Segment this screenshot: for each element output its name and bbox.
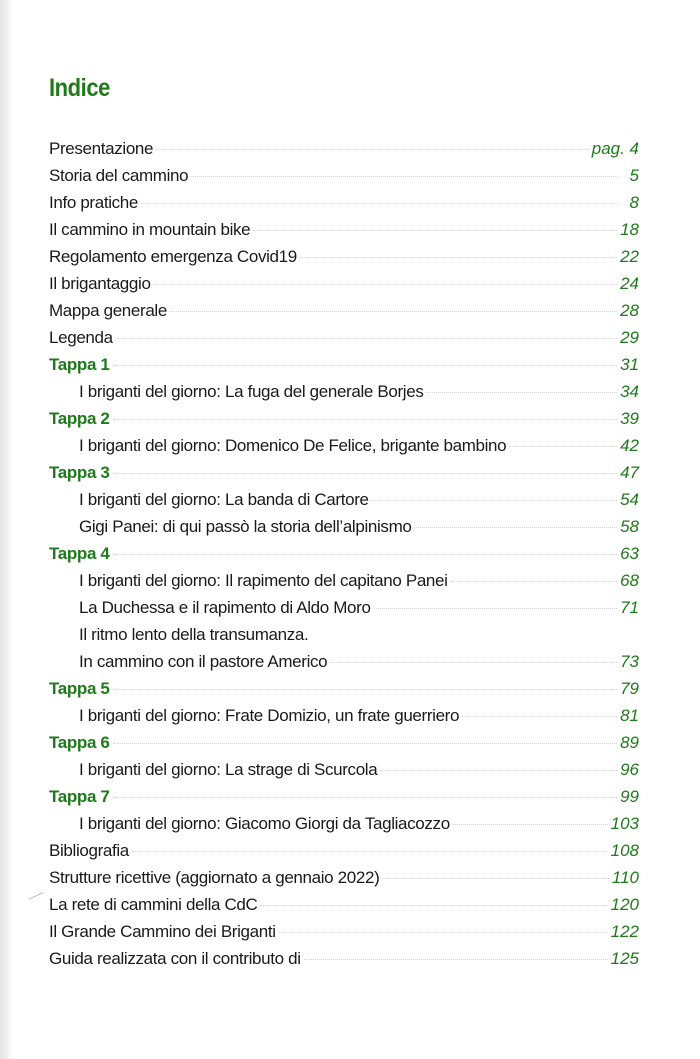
toc-entry-label: Tappa 5 [49, 679, 110, 698]
table-of-contents [49, 135, 639, 972]
dot-leader [191, 176, 618, 177]
toc-page-number: 103 [610, 814, 639, 833]
toc-page-number: 58 [620, 517, 639, 536]
dot-leader [304, 959, 608, 960]
toc-entry-label: Tappa 1 [49, 355, 110, 374]
toc-page-number: 108 [610, 841, 639, 860]
toc-page-number: 31 [620, 355, 639, 374]
toc-entry [49, 810, 639, 837]
dot-leader [170, 311, 617, 312]
dot-leader [113, 689, 618, 690]
dot-leader [426, 392, 617, 393]
toc-entry-label: I briganti del giorno: Domenico De Felice, brigante bambino [79, 436, 507, 455]
dot-leader [132, 851, 608, 852]
toc-page-number: 24 [620, 274, 639, 293]
toc-entry-label: Mappa generale [49, 301, 167, 320]
scan-mark [28, 892, 47, 909]
dot-leader [113, 419, 618, 420]
toc-page-number: 39 [620, 409, 639, 428]
toc-entry [49, 297, 639, 324]
toc-entry [49, 621, 639, 648]
toc-entry [49, 891, 639, 918]
toc-entry [49, 378, 639, 405]
toc-page-number: 42 [620, 436, 639, 455]
dot-leader [141, 203, 618, 204]
dot-leader [113, 473, 618, 474]
toc-entry-label: Strutture ricettive (aggiornato a gennaio 2022) [49, 868, 380, 887]
toc-stage-entry [49, 675, 639, 702]
toc-entry [49, 513, 639, 540]
dot-leader [113, 797, 618, 798]
toc-page-number: 89 [620, 733, 639, 752]
toc-entry-label: Tappa 6 [49, 733, 110, 752]
toc-entry [49, 243, 639, 270]
dot-leader [113, 554, 618, 555]
toc-entry-label: I briganti del giorno: La banda di Cartore [79, 490, 369, 509]
toc-page-number: pag. 4 [591, 139, 639, 158]
toc-page-number: 120 [610, 895, 639, 914]
toc-entry-label: Tappa 3 [49, 463, 110, 482]
toc-entry-label: Il ritmo lento della transumanza. [79, 625, 309, 644]
toc-entry-label: Storia del cammino [49, 166, 189, 185]
toc-entry [49, 702, 639, 729]
toc-entry-label: I briganti del giorno: La fuga del generale Borjes [79, 382, 424, 401]
toc-entry [49, 270, 639, 297]
toc-entry-label: Il cammino in mountain bike [49, 220, 251, 239]
toc-entry-label: Presentazione [49, 139, 154, 158]
toc-page-number: 125 [610, 949, 639, 968]
toc-entry [49, 945, 639, 972]
toc-stage-entry [49, 729, 639, 756]
toc-page-number: 8 [629, 193, 639, 212]
toc-page-number: 71 [620, 598, 639, 617]
toc-stage-entry [49, 405, 639, 432]
toc-entry-label: Tappa 7 [49, 787, 110, 806]
toc-entry-label: I briganti del giorno: Il rapimento del capitano Panei [79, 571, 448, 590]
toc-entry [49, 162, 639, 189]
toc-entry-label: Tappa 4 [49, 544, 110, 563]
toc-page-number: 68 [620, 571, 639, 590]
toc-entry-label: La Duchessa e il rapimento di Aldo Moro [79, 598, 371, 617]
toc-entry-label: Guida realizzata con il contributo di [49, 949, 301, 968]
toc-entry [49, 594, 639, 621]
toc-page-number: 47 [620, 463, 639, 482]
toc-entry-label: Tappa 2 [49, 409, 110, 428]
toc-entry-label: Gigi Panei: di qui passò la storia dell’alpinismo [79, 517, 412, 536]
dot-leader [374, 608, 618, 609]
toc-entry-label: Legenda [49, 328, 113, 347]
dot-leader [451, 581, 618, 582]
toc-entry-label: In cammino con il pastore Americo [79, 652, 328, 671]
dot-leader [113, 365, 618, 366]
dot-leader [116, 338, 617, 339]
toc-entry-label: La rete di cammini della CdC [49, 895, 258, 914]
toc-entry [49, 324, 639, 351]
toc-entry-label: I briganti del giorno: Giacomo Giorgi da Tagliacozzo [79, 814, 450, 833]
toc-page-number: 122 [610, 922, 639, 941]
toc-entry [49, 648, 639, 675]
toc-page-number: 5 [629, 166, 639, 185]
toc-entry-label: Il brigantaggio [49, 274, 151, 293]
toc-entry [49, 837, 639, 864]
dot-leader [372, 500, 617, 501]
toc-stage-entry [49, 459, 639, 486]
dot-leader [154, 284, 618, 285]
toc-entry-label: I briganti del giorno: La strage di Scurcola [79, 760, 378, 779]
toc-page-number: 28 [620, 301, 639, 320]
toc-entry [49, 567, 639, 594]
dot-leader [509, 446, 617, 447]
toc-page-number: 81 [620, 706, 639, 725]
dot-leader [462, 716, 617, 717]
toc-page-number: 18 [620, 220, 639, 239]
toc-page-number: 99 [620, 787, 639, 806]
toc-entry [49, 189, 639, 216]
dot-leader [260, 905, 607, 906]
toc-page-number: 34 [620, 382, 639, 401]
toc-entry [49, 432, 639, 459]
toc-page-number: 73 [620, 652, 639, 671]
toc-page-number: 79 [620, 679, 639, 698]
toc-entry [49, 864, 639, 891]
toc-entry-label: Regolamento emergenza Covid19 [49, 247, 297, 266]
toc-page-number: 96 [620, 760, 639, 779]
toc-entry-label: Bibliografia [49, 841, 129, 860]
dot-leader [330, 662, 617, 663]
toc-entry [49, 135, 639, 162]
dot-leader [156, 149, 589, 150]
page-scan-edge [0, 0, 14, 1059]
dot-leader [414, 527, 617, 528]
toc-entry-label: I briganti del giorno: Frate Domizio, un frate guerriero [79, 706, 460, 725]
toc-entry-label: Il Grande Cammino dei Briganti [49, 922, 276, 941]
toc-entry [49, 486, 639, 513]
dot-leader [253, 230, 617, 231]
dot-leader [453, 824, 608, 825]
toc-entry [49, 216, 639, 243]
dot-leader [113, 743, 618, 744]
page-title: Indice [49, 74, 110, 102]
toc-entry [49, 756, 639, 783]
toc-entry-label: Info pratiche [49, 193, 139, 212]
toc-page-number: 54 [620, 490, 639, 509]
toc-page-number: 22 [620, 247, 639, 266]
dot-leader [300, 257, 617, 258]
dot-leader [279, 932, 608, 933]
toc-stage-entry [49, 783, 639, 810]
toc-stage-entry [49, 351, 639, 378]
toc-page-number: 110 [611, 868, 639, 887]
toc-stage-entry [49, 540, 639, 567]
toc-page-number: 63 [620, 544, 639, 563]
toc-entry [49, 918, 639, 945]
dot-leader [380, 770, 617, 771]
toc-page-number: 29 [620, 328, 639, 347]
dot-leader [382, 878, 609, 879]
